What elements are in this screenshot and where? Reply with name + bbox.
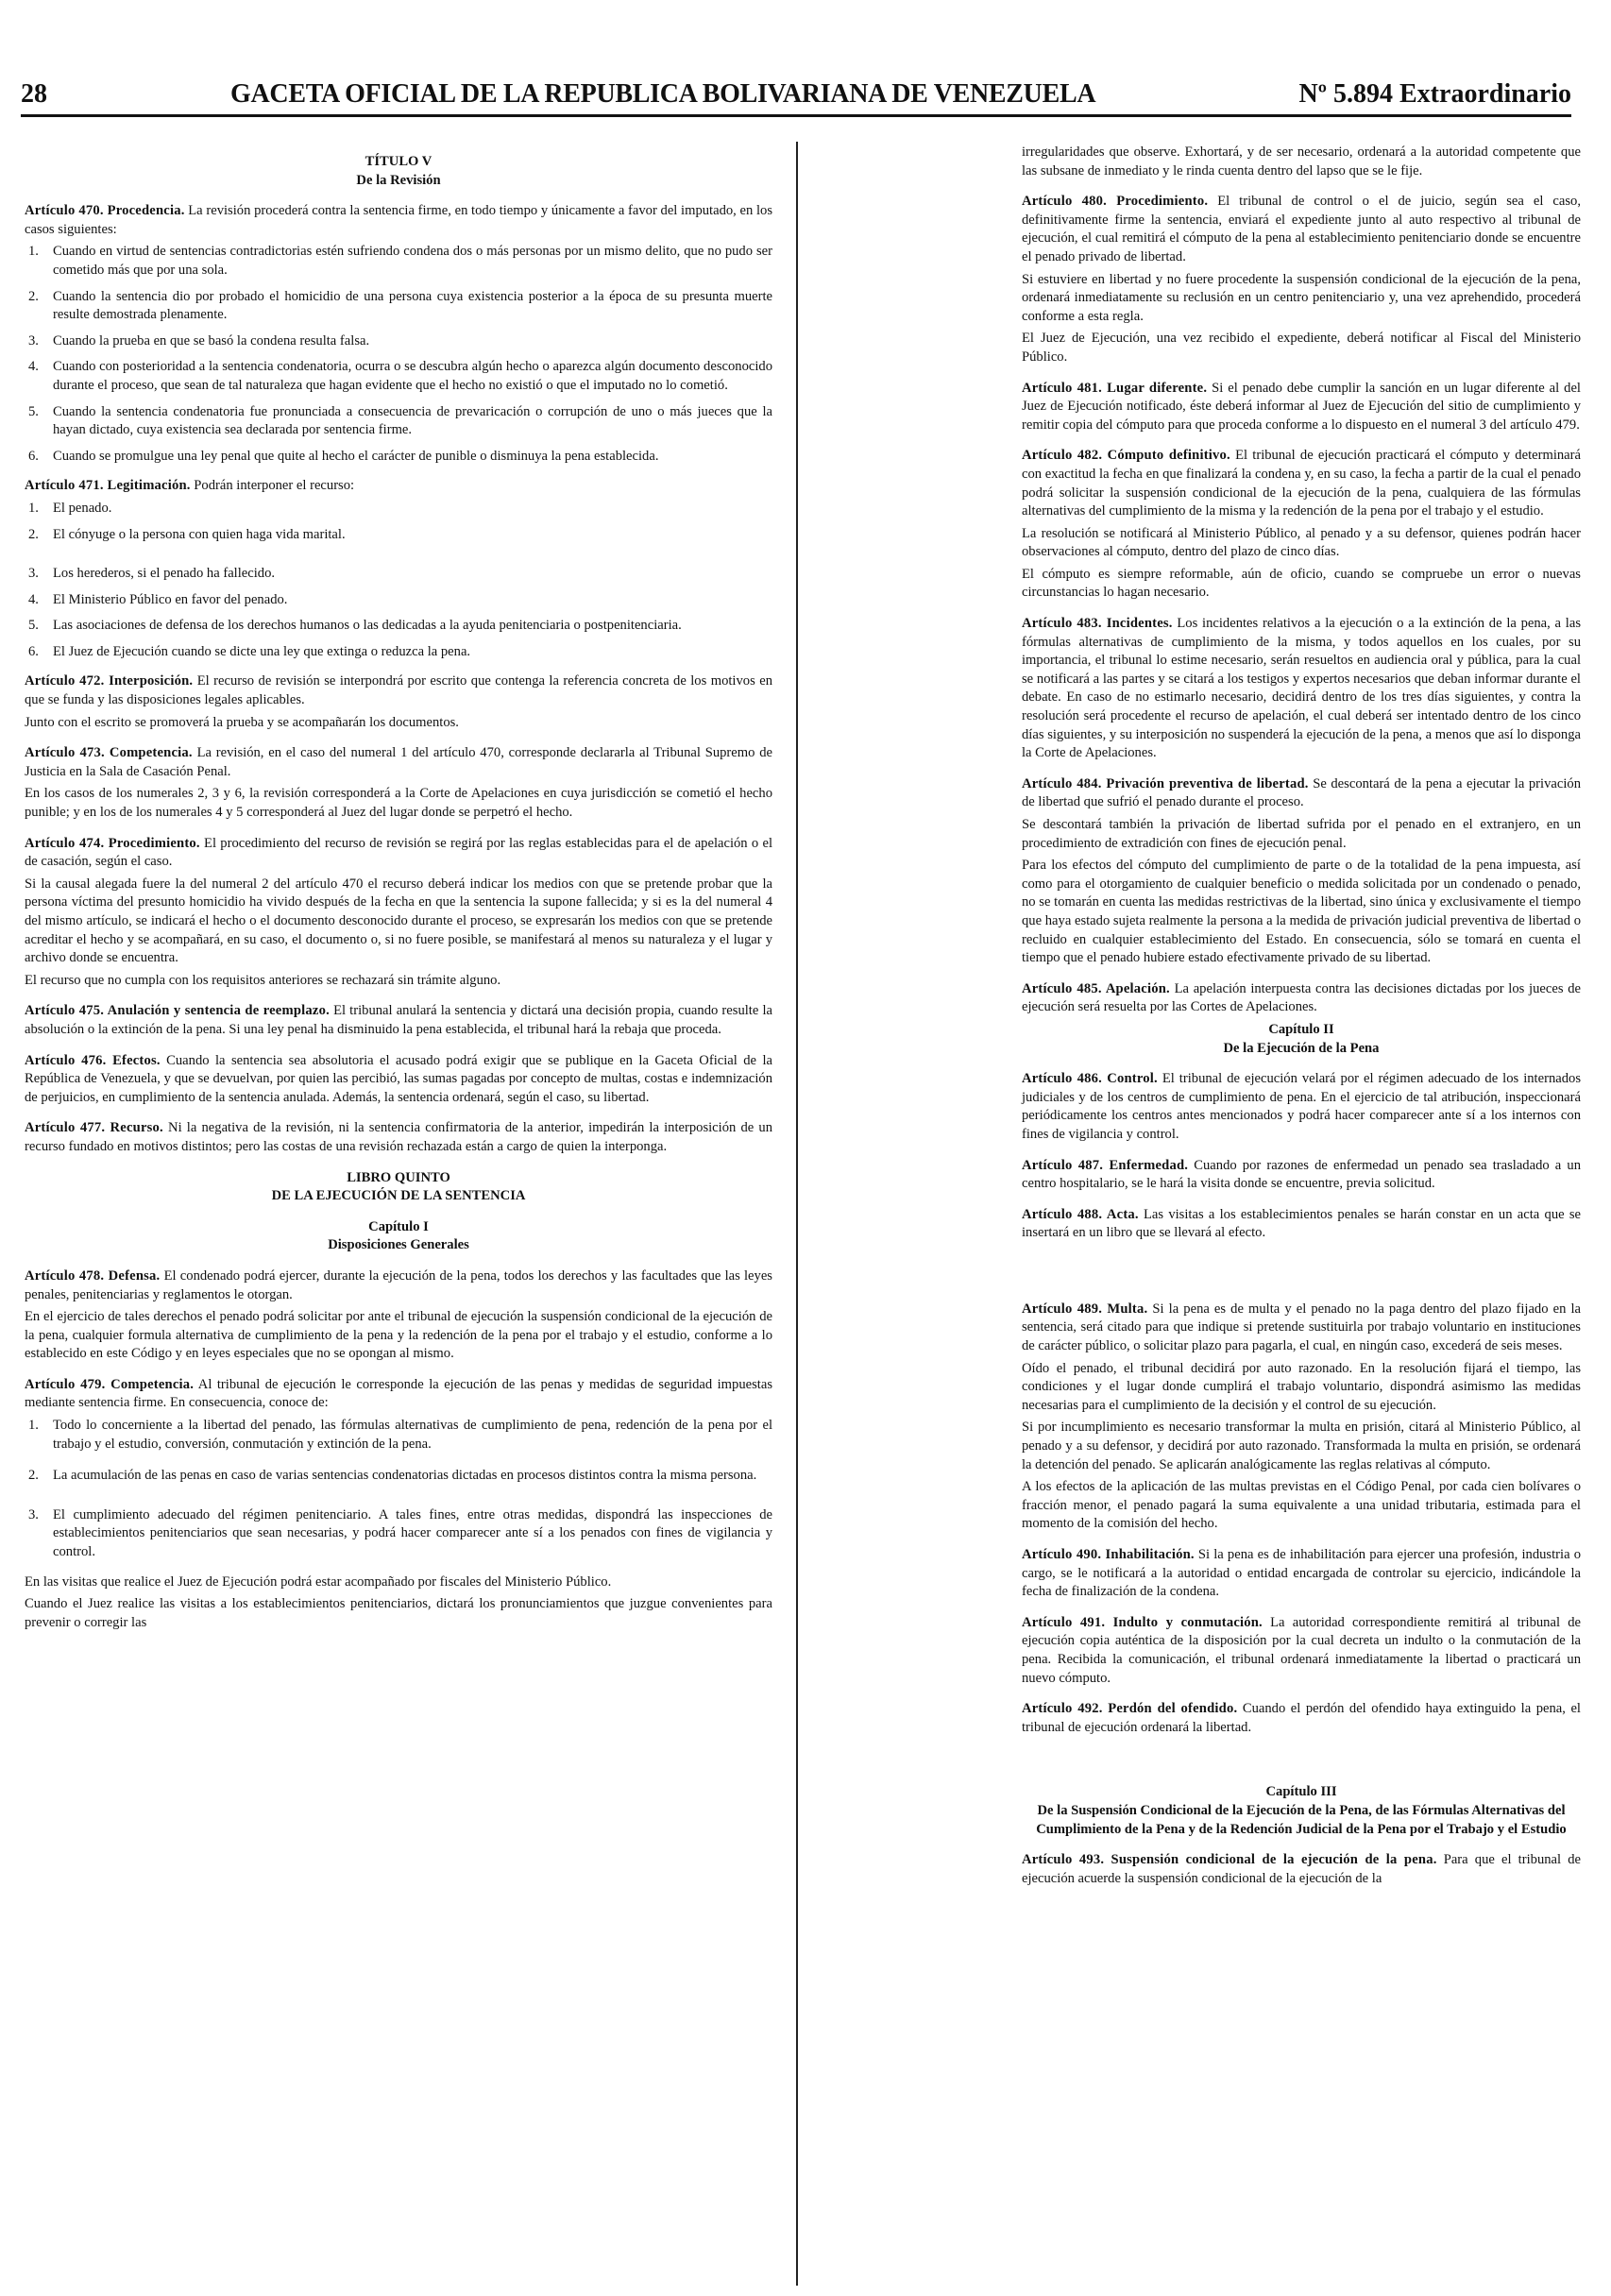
article-title: Artículo 490. Inhabilitación. <box>1022 1547 1195 1562</box>
article-483 <box>1022 615 1581 763</box>
article-478 <box>25 1267 772 1304</box>
article-text: La apelación interpuesta contra las decisiones dictadas por los jueces de ejecución será resuelta por las Cortes de Apelaciones. <box>1022 980 1581 1015</box>
article-title: Artículo 474. Procedimiento. <box>25 835 200 851</box>
list-item <box>25 243 772 280</box>
heading-libro: LIBRO QUINTO <box>347 1169 450 1185</box>
article-480-p2: Si estuviere en libertad y no fuere procedente la suspensión condicional de la ejecución de la pena, ordenará inmediatamente su reclusión en un centro penitenciario y, una vez aprehendido, procederá conforme a esta regla. <box>1022 271 1581 324</box>
article-476 <box>25 1052 772 1108</box>
left-column <box>25 144 772 1636</box>
heading-capitulo-sub: De la Ejecución de la Pena <box>1223 1040 1380 1056</box>
list-item <box>25 448 772 467</box>
item-text: Cuando se promulgue una ley penal que quite al hecho el carácter de punible o disminuya la pena establecida. <box>53 448 659 464</box>
list-item <box>25 643 772 662</box>
item-text: El cónyuge o la persona con quien haga vida marital. <box>53 526 346 542</box>
item-text: El Juez de Ejecución cuando se dicte una ley que extinga o reduzca la pena. <box>53 643 471 659</box>
article-482-p2: La resolución se notificará al Ministerio Público, al penado y a su defensor, quienes podrán hacer observaciones al cómputo, dentro del plazo de cinco días. <box>1022 525 1581 560</box>
item-number: 1. <box>28 500 39 516</box>
article-text: Si la pena es de inhabilitación para ejercer una profesión, industria o cargo, se le notificará a la autoridad o entidad encargada de controlar su ejercicio, indicándole la fecha de finalización de la condena. <box>1022 1547 1581 1600</box>
article-title: Artículo 476. Efectos. <box>25 1052 161 1068</box>
article-title: Artículo 493. Suspensión condicional de la ejecución de la pena. <box>1022 1852 1437 1868</box>
article-489 <box>1022 1301 1581 1356</box>
article-480-p3: El Juez de Ejecución, una vez recibido el expediente, deberá notificar al Fiscal del Ministerio Público. <box>1022 331 1581 365</box>
article-title: Artículo 488. Acta. <box>1022 1206 1139 1222</box>
item-text: Los herederos, si el penado ha fallecido. <box>53 566 276 582</box>
list-item <box>25 403 772 440</box>
article-471-list <box>25 500 772 662</box>
item-text: El Ministerio Público en favor del penado. <box>53 591 288 607</box>
article-481 <box>1022 380 1581 435</box>
article-472-p2: Junto con el escrito se promoverá la prueba y se acompañarán los documentos. <box>25 714 459 730</box>
article-text: La revisión procederá contra la sentencia firme, en todo tiempo y únicamente a favor del imputado, en los casos siguientes: <box>25 203 773 237</box>
list-item <box>25 1467 772 1486</box>
item-number: 4. <box>28 591 39 607</box>
heading-capitulo-sub: De la Suspensión Condicional de la Ejecución de la Pena, de las Fórmulas Alternativas del Cumplimiento de la Pena y de la Redención Judicial de la Pena por el Trabajo y el Estudio <box>1036 1802 1567 1837</box>
article-487 <box>1022 1157 1581 1194</box>
article-text: Cuando el perdón del ofendido haya extinguido la pena, el tribunal de ejecución ordenará la libertad. <box>1022 1701 1581 1735</box>
item-text: Cuando la sentencia condenatoria fue pronunciada a consecuencia de prevaricación o corrupción de uno o más jueces que la hayan dictado, cuya existencia sea declarada por sentencia firme. <box>53 403 772 438</box>
article-484 <box>1022 775 1581 812</box>
issue-number: Nº 5.894 Extraordinario <box>1298 79 1571 109</box>
article-title: Artículo 482. Cómputo definitivo. <box>1022 448 1230 464</box>
article-title: Artículo 472. Interposición. <box>25 673 194 689</box>
item-number: 5. <box>28 403 39 419</box>
list-item <box>25 526 772 545</box>
right-column <box>1022 144 1581 1892</box>
article-text: Cuando la sentencia sea absolutoria el acusado podrá exigir que se publique en la Gaceta Oficial de la República de Venezuela, y que se devuelvan, por quien las percibió, las sumas pagadas por concepto de multas, costas e indemnización de perjuicios, en cumplimiento de la sentencia anulada. Además, la sentencia ordenará, según el caso, su libertad. <box>25 1052 772 1105</box>
article-474-p3: El recurso que no cumpla con los requisitos anteriores se rechazará sin trámite alguno. <box>25 972 501 988</box>
heading-capitulo: Capítulo II <box>1268 1021 1334 1037</box>
item-number: 2. <box>28 288 39 304</box>
book-five-heading <box>25 1169 772 1206</box>
page-number: 28 <box>21 79 47 109</box>
heading-capitulo-sub: Disposiciones Generales <box>328 1237 469 1253</box>
list-item <box>25 500 772 519</box>
article-482-p3: El cómputo es siempre reformable, aún de oficio, cuando se compruebe un error o nuevas circunstancias lo hagan necesario. <box>1022 566 1581 601</box>
list-item <box>25 358 772 395</box>
list-item <box>25 565 772 584</box>
article-text: Al tribunal de ejecución le corresponde la ejecución de las penas y medidas de seguridad impuestas mediante sentencia firme. En consecuencia, conoce de: <box>25 1376 772 1411</box>
item-number: 4. <box>28 359 39 375</box>
article-text: Podrán interponer el recurso: <box>190 478 355 494</box>
article-title: Artículo 475. Anulación y sentencia de reemplazo. <box>25 1003 330 1019</box>
article-472 <box>25 672 772 709</box>
page-header <box>21 79 1571 115</box>
article-479-p3: Cuando el Juez realice las visitas a los establecimientos penitenciarios, dictará los pronunciamientos que juzgue convenientes para prevenir o corregir las <box>25 1596 772 1630</box>
item-text: Cuando la sentencia dio por probado el homicidio de una persona cuya existencia posterior a la época de su presunta muerte resulte demostrada plenamente. <box>53 288 772 323</box>
chapter-one-heading <box>25 1218 772 1255</box>
article-484-p3: Para los efectos del cómputo del cumplimiento de parte o de la totalidad de la pena impuesta, así como para el otorgamiento de cualquier beneficio o medida solicitada por un condenado o penado, no se tomarán en cuenta las medidas restrictivas de la libertad, sino única y exclusivamente el tiempo que haya estado sujeta realmente la persona a la medida de privación judicial preventiva de libertad o recluido en cualquier establecimiento del Estado. En consecuencia, sólo se tomará en cuenta el tiempo que el penado hubiere estado efectivamente privado de su libertad. <box>1022 858 1581 966</box>
article-title: Artículo 487. Enfermedad. <box>1022 1157 1189 1173</box>
item-number: 2. <box>28 1468 39 1484</box>
article-title: Artículo 486. Control. <box>1022 1071 1158 1087</box>
article-text: El procedimiento del recurso de revisión se regirá por las reglas establecidas para el de apelación o el de casación, según el caso. <box>25 835 772 870</box>
article-489-p3: Si por incumplimiento es necesario transformar la multa en prisión, citará al Ministerio Público, al penado y a su defensor, y decidirá por auto razonado. Transformada la multa en prisión, se ordenará la detención del penado. Se aplicarán analógicamente las reglas relativas al cómputo. <box>1022 1420 1581 1472</box>
item-text: El penado. <box>53 500 112 516</box>
article-title: Artículo 470. Procedencia. <box>25 203 185 219</box>
list-item <box>25 591 772 610</box>
article-text: La autoridad correspondiente remitirá al tribunal de ejecución copia auténtica de la disposición por la cual decreta un indulto o la conmutación de la pena. Recibida la comunicación, el tribunal ordenará inmediatamente la libertad o practicará un nuevo cómputo. <box>1022 1614 1581 1686</box>
article-489-p4: A los efectos de la aplicación de las multas previstas en el Código Penal, por cada cien bolívares o fracción menor, el penado pagará la suma equivalente a una unidad tributaria, estimada para el momento de la comisión del hecho. <box>1022 1479 1581 1532</box>
item-text: La acumulación de las penas en caso de varias sentencias condenatorias dictadas en procesos distintos contra la misma persona. <box>53 1468 757 1484</box>
article-text: Las visitas a los establecimientos penales se harán constar en un acta que se insertará en un libro que se llevará al efecto. <box>1022 1206 1582 1241</box>
article-473-p2: En los casos de los numerales 2, 3 y 6, la revisión corresponderá a la Corte de Apelaciones en cuya jurisdicción se cometió el hecho punible; y en los de los numerales 4 y 5 corresponderá al Juez del lugar donde se perpetró el hecho. <box>25 786 772 821</box>
article-478-p2: En el ejercicio de tales derechos el penado podrá solicitar por ante el tribunal de ejecución la suspensión condicional de la ejecución de la pena, cualquier formula alternativa de cumplimiento de la pena y la redención de la pena por el trabajo y el estudio, conforme a lo establecido en este Código y en leyes especiales que no se opongan al mismo. <box>25 1309 772 1362</box>
item-number: 2. <box>28 526 39 542</box>
item-text: Cuando la prueba en que se basó la condena resulta falsa. <box>53 332 370 349</box>
article-text: El condenado podrá ejercer, durante la ejecución de la pena, todos los derechos y las facultades que las leyes penales, penitenciarias y reglamentos le otorgan. <box>25 1267 772 1302</box>
article-title: Artículo 484. Privación preventiva de libertad. <box>1022 775 1309 791</box>
article-text: Ni la negativa de la revisión, ni la sentencia confirmatoria de la anterior, impedirán la interposición de un recurso fundado en motivos distintos; pero las costas de una revisión rechazada están a cargo de quien la interponga. <box>25 1120 773 1154</box>
article-471 <box>25 477 772 496</box>
blank-space <box>1022 1255 1581 1301</box>
heading-capitulo: Capítulo I <box>368 1218 429 1234</box>
header-rule <box>21 114 1571 117</box>
article-text: Se descontará de la pena a ejecutar la privación de libertad que sufrió el penado durante el proceso. <box>1022 775 1581 810</box>
item-number: 6. <box>28 643 39 659</box>
article-text: El tribunal de ejecución velará por el régimen adecuado de los internados judiciales y de los centros de cumplimiento de pena. En el ejercicio de tal atribución, inspeccionará periódicamente los centros antes mencionados y podrá hacer comparecer ante sí a los internos con fines de vigilancia y control. <box>1022 1071 1581 1142</box>
article-475 <box>25 1002 772 1039</box>
article-title: Artículo 485. Apelación. <box>1022 980 1170 996</box>
article-470-list <box>25 243 772 466</box>
heading-libro-sub: DE LA EJECUCIÓN DE LA SENTENCIA <box>271 1188 526 1204</box>
article-text: Cuando por razones de enfermedad un penado sea trasladado a un centro hospitalario, se le hará la visita donde se encuentre, previa solicitud. <box>1022 1157 1582 1192</box>
article-text: Si la pena es de multa y el penado no la paga dentro del plazo fijado en la sentencia, será citado para que indique si pretende sustituirla por trabajo voluntario en instituciones de carácter público, o solicitar plazo para pagarla, el cual, en ningún caso, excederá de seis meses. <box>1022 1301 1582 1354</box>
article-489-p2: Oído el penado, el tribunal decidirá por auto razonado. En la resolución fijará el tiempo, las condiciones y el lugar donde cumplirá el trabajo voluntario, dispondrá asimismo las medidas necesarias para el cumplimiento de la decisión y el control de su ejecución. <box>1022 1360 1581 1413</box>
article-title: Artículo 479. Competencia. <box>25 1376 195 1392</box>
item-number: 1. <box>28 1418 39 1434</box>
article-491 <box>1022 1614 1581 1688</box>
column-divider <box>796 142 798 2286</box>
article-title: Artículo 483. Incidentes. <box>1022 616 1173 632</box>
article-479 <box>25 1376 772 1413</box>
article-text: Para que el tribunal de ejecución acuerde la suspensión condicional de la ejecución de la <box>1022 1852 1581 1886</box>
article-474-p2: Si la causal alegada fuere la del numeral 2 del artículo 470 el recurso deberá indicar los medios con que se pretende probar que la persona víctima del presunto homicidio ha vivido después de la fecha en que la sentencia la supone fallecida; y si es la del numeral 4 del mismo artículo, se indicará el hecho o el documento desconocido durante el proceso, se expresarán los medios con que se pretende acreditar el hecho y se acompañará, en su caso, el documento o, si no fuere posible, se manifestará al menos su naturaleza y el lugar y archivo donde se encuentra. <box>25 876 772 966</box>
article-text: Si el penado debe cumplir la sanción en un lugar diferente al del Juez de Ejecución notificado, éste deberá informar al Juez de Ejecución del sitio de cumplimiento y remitir copia del cómputo para que proceda conforme a lo dispuesto en el numeral 3 del artículo 479. <box>1022 380 1581 433</box>
item-number: 6. <box>28 448 39 464</box>
article-text: El tribunal anulará la sentencia y dictará una decisión propia, cuando resulte la absolución o la extinción de la pena. Si una ley penal ha disminuido la pena establecida, el tribunal hará la rebaja que proceda. <box>25 1003 772 1037</box>
item-text: Las asociaciones de defensa de los derechos humanos o las dedicadas a la ayuda penitenciaria o postpenitenciaria. <box>53 618 682 634</box>
article-title: Artículo 481. Lugar diferente. <box>1022 380 1208 396</box>
item-text: El cumplimiento adecuado del régimen penitenciario. A tales fines, entre otras medidas, dispondrá las inspecciones de establecimientos penitenciarios que sean necesarias, y podrá hacer comparecer ante sí a los penados con fines de vigilancia y control. <box>53 1506 772 1560</box>
title-v-heading <box>25 153 772 190</box>
article-text: El tribunal de ejecución practicará el cómputo y determinará con exactitud la fecha en que finalizará la condena y, en su caso, la fecha a partir de la cual el penado podrá solicitar la suspensión condicional de la ejecución de la pena, cualquiera de las fórmulas alternativas del cumplimiento de la misma y la redención de la pena por el trabajo y el estudio. <box>1022 448 1581 519</box>
article-488 <box>1022 1206 1581 1243</box>
article-text: La revisión, en el caso del numeral 1 del artículo 470, corresponde declararla al Tribunal Supremo de Justicia en la Sala de Casación Penal. <box>25 745 772 779</box>
article-title: Artículo 489. Multa. <box>1022 1301 1148 1317</box>
article-482 <box>1022 447 1581 520</box>
item-text: Cuando con posterioridad a la sentencia condenatoria, ocurra o se descubra algún hecho o aparezca algún documento desconocido durante el proceso, que sean de tal naturaleza que hagan evidente que el hecho no existió o que el imputado no lo cometió. <box>53 359 772 393</box>
gazette-title: GACETA OFICIAL DE LA REPUBLICA BOLIVARIANA DE VENEZUELA <box>230 79 1096 109</box>
item-number: 5. <box>28 618 39 634</box>
article-477 <box>25 1119 772 1156</box>
item-number: 1. <box>28 244 39 260</box>
article-492 <box>1022 1700 1581 1737</box>
list-item <box>25 1417 772 1454</box>
article-title: Artículo 471. Legitimación. <box>25 478 191 494</box>
article-title: Artículo 492. Perdón del ofendido. <box>1022 1701 1238 1717</box>
article-479-list <box>25 1417 772 1562</box>
blank-space <box>1022 1749 1581 1774</box>
chapter-three-heading <box>1022 1783 1581 1839</box>
item-number: 3. <box>28 1506 39 1522</box>
article-text: Los incidentes relativos a la ejecución o a la extinción de la pena, a las fórmulas alternativas de cumplimiento de la misma, y todos aquellos en los cuales, por su importancia, el tribunal lo estime necesario, serán resueltos en audiencia oral y pública, para la cual se notificará a las partes y se citará a los testigos y expertos necesarios que deban informar durante el debate. En caso de no estimarlo necesario, decidirá dentro de los tres días siguientes, y contra la resolución será procedente el recurso de apelación, el cual deberá ser intentado dentro de los cinco días siguientes, y su interposición no suspenderá la ejecución de la pena, a menos que así lo disponga la Corte de Apelaciones. <box>1022 616 1581 761</box>
list-item <box>25 288 772 325</box>
list-item <box>25 332 772 351</box>
article-title: Artículo 491. Indulto y conmutación. <box>1022 1614 1263 1630</box>
article-title: Artículo 473. Competencia. <box>25 745 193 761</box>
article-485 <box>1022 980 1581 1017</box>
continued-text: irregularidades que observe. Exhortará, y de ser necesario, ordenará a la autoridad competente que las subsane de inmediato y le rinda cuenta dentro del lapso que se le fije. <box>1022 145 1581 179</box>
article-479-p2: En las visitas que realice el Juez de Ejecución podrá estar acompañado por fiscales del Ministerio Público. <box>25 1573 612 1590</box>
article-title: Artículo 478. Defensa. <box>25 1267 161 1284</box>
item-number: 3. <box>28 332 39 349</box>
article-470 <box>25 202 772 239</box>
article-title: Artículo 480. Procedimiento. <box>1022 194 1209 210</box>
item-number: 3. <box>28 566 39 582</box>
heading-titulo-sub: De la Revisión <box>356 172 441 188</box>
article-text: El recurso de revisión se interpondrá por escrito que contenga la referencia concreta de los motivos en que se funda y las disposiciones legales aplicables. <box>25 673 772 708</box>
article-474 <box>25 835 772 872</box>
heading-titulo: TÍTULO V <box>365 154 432 169</box>
article-473 <box>25 744 772 781</box>
list-item <box>25 1506 772 1562</box>
article-493 <box>1022 1851 1581 1888</box>
article-490 <box>1022 1546 1581 1602</box>
list-item <box>25 617 772 636</box>
heading-capitulo: Capítulo III <box>1265 1784 1337 1800</box>
article-text: El tribunal de control o el de juicio, según sea el caso, definitivamente firme la sentencia, enviará el expediente junto al auto respectivo al tribunal de ejecución, el cual remitirá el cómputo de la pena al establecimiento penitenciario donde se encuentre el penado privado de libertad. <box>1022 194 1581 264</box>
article-title: Artículo 477. Recurso. <box>25 1120 163 1136</box>
article-486 <box>1022 1070 1581 1144</box>
item-text: Todo lo concerniente a la libertad del penado, las fórmulas alternativas de cumplimiento de pena, redención de la pena por el trabajo y el estudio, conversión, conmutación y extinción de la pena. <box>53 1418 772 1452</box>
article-480 <box>1022 193 1581 266</box>
article-484-p2: Se descontará también la privación de libertad sufrida por el penado en el extranjero, en un procedimiento de extradición con fines de ejecución penal. <box>1022 817 1581 851</box>
chapter-two-heading <box>1022 1021 1581 1058</box>
item-text: Cuando en virtud de sentencias contradictorias estén sufriendo condena dos o más personas por un mismo delito, que no pudo ser cometido más que por una sola. <box>53 244 772 278</box>
